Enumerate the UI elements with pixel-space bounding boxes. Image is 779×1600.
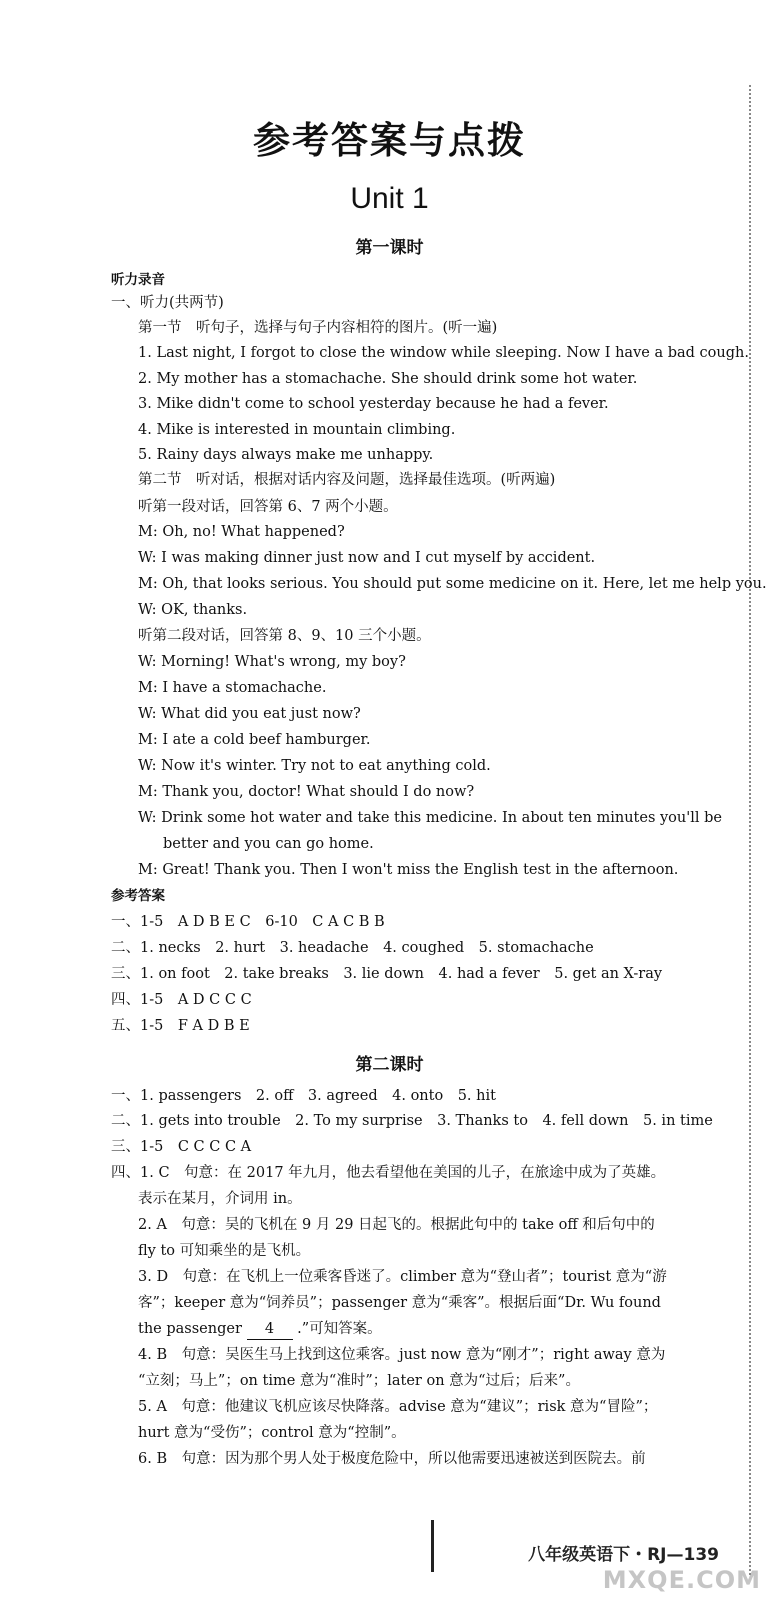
explanation-line: 5. A 句意：他建议飞机应该尽快降落。advise 意为“建议”；risk 意为“冒险”； (138, 1399, 658, 1415)
sentence: 2. My mother has a stomachache. She should drink some hot water. (138, 371, 638, 387)
part-heading: 一、听力(共两节) (111, 295, 224, 311)
explanation-text: the passenger (138, 1321, 242, 1337)
explanation-line: hurt 意为“受伤”；control 意为“控制”。 (138, 1425, 406, 1441)
unit-title: Unit 1 (350, 182, 429, 215)
answer-blank: 4 (247, 1319, 293, 1340)
explanation-line: “立刻；马上”；on time 意为“准时”；later on 意为“过后；后来”。 (138, 1373, 580, 1389)
answer-row: 三、1-5 C C C C A (111, 1139, 252, 1155)
sentence: 3. Mike didn't come to school yesterday because he had a fever. (138, 396, 609, 412)
explanation-line: fly to 可知乘坐的是飞机。 (138, 1243, 311, 1259)
dialog-line: M: Oh, that looks serious. You should put some medicine on it. Here, let me help you. (138, 576, 767, 592)
section2-intro: 第二节 听对话，根据对话内容及问题，选择最佳选项。(听两遍) (138, 472, 556, 488)
sentence: 1. Last night, I forgot to close the window while sleeping. Now I have a bad cough. (138, 345, 749, 361)
dialog-line: M: Thank you, doctor! What should I do now? (138, 784, 475, 800)
page-title: 参考答案与点拨 (253, 119, 526, 162)
sentence: 4. Mike is interested in mountain climbing. (138, 422, 456, 438)
answer-row: 二、1. gets into trouble 2. To my surprise 3. Thanks to 4. fell down 5. in time (111, 1113, 713, 1129)
dialog-line: W: What did you eat just now? (138, 706, 361, 722)
dialog-line: M: Great! Thank you. Then I won't miss the English test in the afternoon. (138, 862, 679, 878)
sentence: 5. Rainy days always make me unhappy. (138, 447, 434, 463)
lesson2-title: 第二课时 (355, 1055, 424, 1075)
dialog-line: M: I ate a cold beef hamburger. (138, 732, 371, 748)
dialog-line: W: I was making dinner just now and I cut myself by accident. (138, 550, 596, 566)
explanation-line: 客”；keeper 意为“饲养员”；passenger 意为“乘客”。根据后面“Dr. Wu found (138, 1295, 661, 1311)
explanation-line: 3. D 句意：在飞机上一位乘客昏迷了。climber 意为“登山者”；tourist 意为“游 (138, 1269, 667, 1285)
answer-row: 一、1-5 A D B E C 6-10 C A C B B (111, 914, 385, 930)
page-footer: 八年级英语下・RJ—139 (528, 1545, 719, 1565)
dialog-line: W: Now it's winter. Try not to eat anything cold. (138, 758, 491, 774)
dialog1-intro: 听第一段对话，回答第 6、7 两个小题。 (138, 499, 398, 515)
dialog-line: M: I have a stomachache. (138, 680, 327, 696)
answers-label: 参考答案 (111, 888, 165, 904)
answer-row: 三、1. on foot 2. take breaks 3. lie down 4. had a fever 5. get an X-ray (111, 966, 663, 982)
dialog-line: M: Oh, no! What happened? (138, 524, 345, 540)
footer-divider (431, 1520, 434, 1572)
answer-row: 五、1-5 F A D B E (111, 1018, 250, 1034)
answer-row: 四、1-5 A D C C C (111, 992, 252, 1008)
dialog-line: W: Morning! What's wrong, my boy? (138, 654, 406, 670)
answer-row: 一、1. passengers 2. off 3. agreed 4. onto 5. hit (111, 1088, 496, 1104)
explanation-line: 6. B 句意：因为那个男人处于极度危险中，所以他需要迅速被送到医院去。前 (138, 1451, 646, 1467)
explanation-line: 2. A 句意：吴的飞机在 9 月 29 日起飞的。根据此句中的 take off 和后句中的 (138, 1217, 655, 1233)
explanation-line: 四、1. C 句意：在 2017 年九月，他去看望他在美国的儿子，在旅途中成为了英雄。 (111, 1165, 666, 1181)
lesson1-title: 第一课时 (355, 238, 424, 258)
section1-intro: 第一节 听句子，选择与句子内容相符的图片。(听一遍) (138, 320, 498, 336)
explanation-line: 4. B 句意：吴医生马上找到这位乘客。just now 意为“刚才”；right away 意为 (138, 1347, 666, 1363)
section-label: 听力录音 (111, 272, 165, 288)
explanation-text: .”可知答案。 (297, 1321, 382, 1337)
dialog2-intro: 听第二段对话，回答第 8、9、10 三个小题。 (138, 628, 431, 644)
answer-row: 二、1. necks 2. hurt 3. headache 4. coughed 5. stomachache (111, 940, 594, 956)
watermark: MXQE.COM (602, 1566, 761, 1594)
explanation-line (138, 1319, 382, 1340)
binding-edge (749, 85, 751, 1575)
dialog-line: W: OK, thanks. (138, 602, 248, 618)
explanation-line: 表示在某月，介词用 in。 (138, 1191, 302, 1207)
dialog-line: better and you can go home. (163, 836, 374, 852)
dialog-line: W: Drink some hot water and take this medicine. In about ten minutes you'll be (138, 810, 722, 826)
